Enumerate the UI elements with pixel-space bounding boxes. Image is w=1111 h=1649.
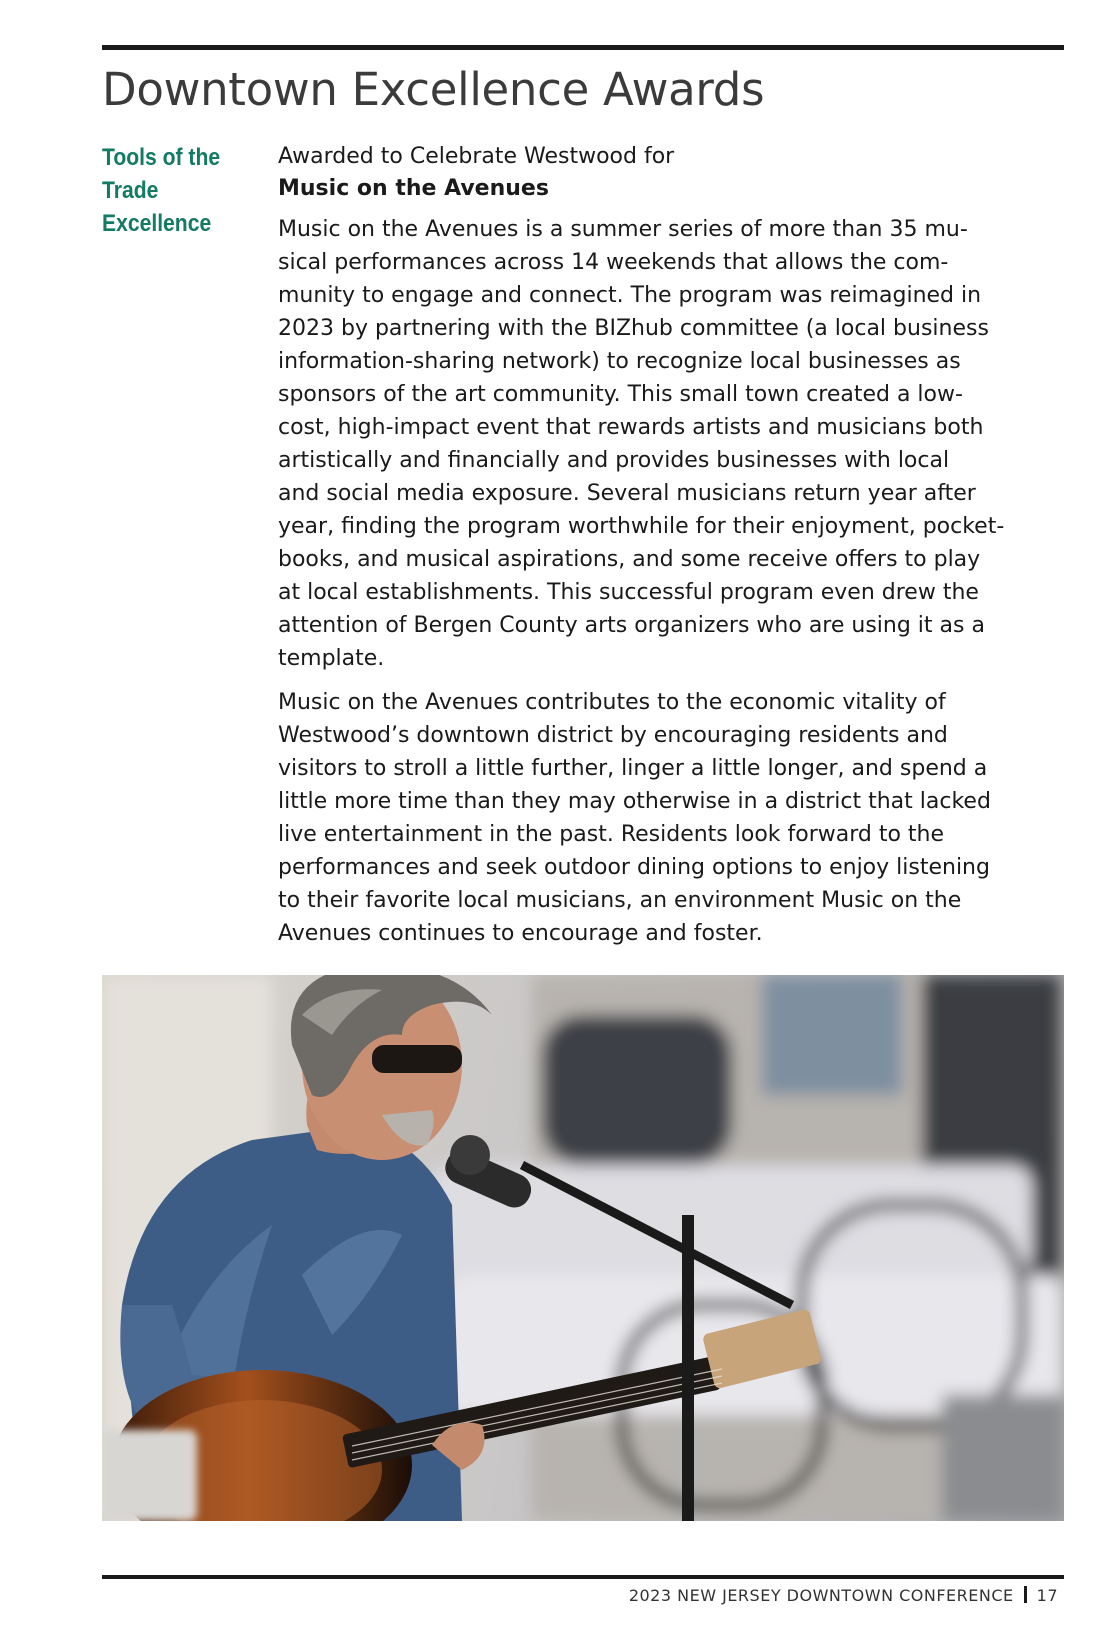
bottom-rule bbox=[102, 1575, 1064, 1579]
page-number: 17 bbox=[1036, 1586, 1058, 1605]
paragraph-line: Avenues continues to encourage and foster. bbox=[278, 921, 763, 946]
musician-photo bbox=[102, 975, 1064, 1521]
paragraph-line: Westwood’s downtown district by encouraging residents and bbox=[278, 723, 948, 748]
paragraph-line: attention of Bergen County arts organizers who are using it as a bbox=[278, 613, 985, 638]
paragraph-line: live entertainment in the past. Residents look forward to the bbox=[278, 822, 945, 847]
paragraph-line: year, finding the program worthwhile for their enjoyment, pocket- bbox=[278, 514, 1005, 539]
paragraph-line: little more time than they may otherwise in a district that lacked bbox=[278, 789, 991, 814]
paragraph-line: Music on the Avenues is a summer series of more than 35 mu- bbox=[278, 217, 968, 242]
paragraph-line: sponsors of the art community. This small town created a low- bbox=[278, 382, 963, 407]
category-line: Trade bbox=[102, 177, 159, 204]
award-category bbox=[102, 141, 234, 240]
paragraph-line: books, and musical aspirations, and some receive offers to play bbox=[278, 547, 981, 572]
paragraph-line: sical performances across 14 weekends that allows the com- bbox=[278, 250, 949, 275]
paragraph-line: and social media exposure. Several musicians return year after bbox=[278, 481, 976, 506]
category-line: Tools of the bbox=[102, 144, 221, 171]
award-body bbox=[278, 141, 1068, 961]
paragraph-line: artistically and financially and provides businesses with local bbox=[278, 448, 950, 473]
paragraph-line: performances and seek outdoor dining options to enjoy listening bbox=[278, 855, 990, 880]
page-title: Downtown Excellence Awards bbox=[102, 63, 765, 116]
top-rule bbox=[102, 45, 1064, 50]
award-description bbox=[278, 213, 1068, 950]
footer-separator bbox=[1024, 1586, 1027, 1603]
paragraph-line: at local establishments. This successful program even drew the bbox=[278, 580, 979, 605]
award-intro: Awarded to Celebrate Westwood for bbox=[278, 144, 675, 169]
paragraph-line: visitors to stroll a little further, linger a little longer, and spend a bbox=[278, 756, 988, 781]
paragraph-line: template. bbox=[278, 646, 385, 671]
paragraph-line: information-sharing network) to recognize local businesses as bbox=[278, 349, 961, 374]
award-name: Music on the Avenues bbox=[278, 176, 549, 201]
body-paragraph bbox=[278, 213, 1068, 675]
body-paragraph bbox=[278, 686, 1068, 950]
category-line: Excellence bbox=[102, 210, 212, 237]
page-footer bbox=[629, 1584, 1058, 1608]
paragraph-line: cost, high-impact event that rewards artists and musicians both bbox=[278, 415, 984, 440]
paragraph-line: 2023 by partnering with the BIZhub committee (a local business bbox=[278, 316, 989, 341]
footer-conference: 2023 NEW JERSEY DOWNTOWN CONFERENCE bbox=[628, 1586, 1014, 1605]
paragraph-line: munity to engage and connect. The program was reimagined in bbox=[278, 283, 982, 308]
paragraph-line: Music on the Avenues contributes to the economic vitality of bbox=[278, 690, 946, 715]
paragraph-line: to their favorite local musicians, an environment Music on the bbox=[278, 888, 962, 913]
